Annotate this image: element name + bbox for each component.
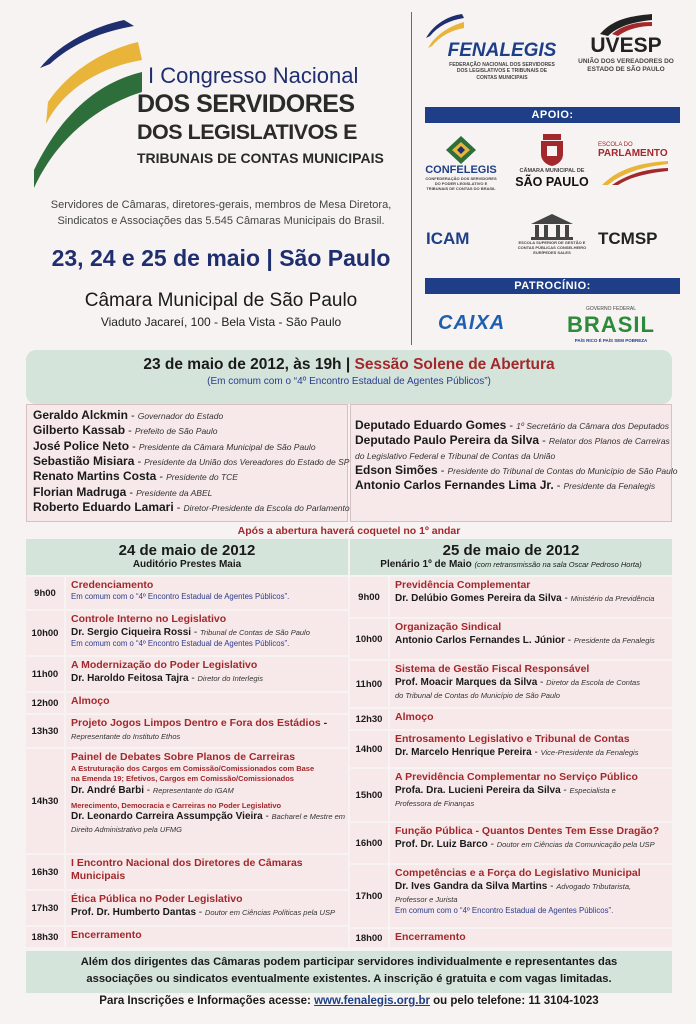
slot-title: Previdência Complementar [395, 579, 531, 591]
camara-coat-of-arms-icon [539, 134, 565, 166]
slot-speaker: Dr. Ives Gandra da Silva Martins - Advogado Tributarista, [395, 881, 632, 893]
audience-text: Servidores de Câmaras, diretores-gerais, membros de Mesa Diretora, Sindicatos e Associações das 5.545 Câmaras Municipais do Brasil. [50, 199, 392, 227]
guest-item: Roberto Eduardo Lamari - Diretor-Presidente da Escola do Parlamento [33, 500, 350, 515]
guests-right-panel [350, 404, 678, 522]
guest-item: Sebastião Misiara - Presidente da União dos Vereadores do Estado de SP [33, 454, 350, 469]
day25-header [350, 539, 672, 575]
schedule-slot [26, 927, 348, 947]
slot-title: Função Pública - Quantos Dentes Tem Esse Dragão? [395, 825, 660, 837]
event-address: Viaduto Jacareí, 100 - Bela Vista - São Paulo [100, 315, 342, 329]
guest-item: Antonio Carlos Fernandes Lima Jr. - Presidente da Fenalegis [355, 478, 656, 493]
slot-subtopic: na Emenda 19; Efetivos, Cargos em Comissão/Comissionados [71, 773, 294, 783]
slot-title: I Encontro Nacional dos Diretores de Câmaras [71, 857, 303, 869]
slot-speaker: Dr. Delúbio Gomes Pereira da Silva - Ministério da Previdência [395, 593, 655, 605]
schedule-slot [26, 657, 348, 691]
slot-speaker-role: do Tribunal de Contas do Município de São Paulo [395, 691, 560, 701]
slot-time: 9h00 [26, 577, 64, 609]
participation-line-2: associações ou sindicatos eventualmente existentes. A inscrição é gratuita e com vagas limitadas. [86, 972, 612, 985]
slot-time: 11h00 [26, 657, 64, 691]
tcmsp-name: TCMSP [598, 229, 658, 248]
slot-title: Ética Pública no Poder Legislativo [71, 893, 243, 905]
guest-item: Florian Madruga - Presidente da ABEL [33, 484, 213, 499]
camara-sub: CÂMARA MUNICIPAL DE [519, 168, 585, 174]
schedule-slot [350, 577, 672, 617]
schedule-slot [350, 619, 672, 659]
day25-date: 25 de maio de 2012 [442, 542, 580, 559]
caixa-name: CAIXA [438, 312, 506, 334]
day24-place: Auditório Prestes Maia [132, 559, 242, 570]
opening-sep: | [341, 356, 355, 373]
caixa-logo [438, 312, 534, 335]
camara-sp-logo [510, 134, 594, 189]
day25-place: Plenário 1º de Maio (com retransmissão na sala Oscar Pedroso Horta) [380, 559, 642, 570]
participation-note [26, 951, 672, 993]
slot-time: 16h00 [350, 823, 388, 863]
apoio-bar: APOIO: [425, 107, 680, 123]
slot-title: A Previdência Complementar no Serviço Público [395, 771, 638, 783]
slot-speaker: Antonio Carlos Fernandes L. Júnior - Presidente da Fenalegis [395, 635, 655, 647]
slot-speaker-role: Professor e Jurista [395, 895, 458, 905]
title-line-1: I Congresso Nacional [148, 63, 359, 88]
brasil-sub: PAÍS RICO É PAÍS SEM POBREZA [574, 338, 648, 343]
slot-title: Organização Sindical [395, 621, 502, 633]
brasil-name: BRASIL [567, 312, 655, 337]
fenalegis-name: FENALEGIS [447, 40, 557, 61]
icam-logo [426, 229, 496, 249]
contact-suffix: ou pelo telefone: 11 3104-1023 [429, 995, 599, 1007]
tcmsp-logo [598, 229, 680, 249]
slot-time: 12h00 [26, 693, 64, 713]
guest-item: Geraldo Alckmin - Governador do Estado [33, 408, 224, 422]
schedule-slot [26, 749, 348, 853]
brasil-top: GOVERNO FEDERAL [585, 306, 636, 312]
schedule-slot [350, 769, 672, 821]
day24-date: 24 de maio de 2012 [118, 542, 256, 559]
guest-item: Renato Martins Costa - Presidente do TCE [33, 469, 238, 484]
slot-time: 15h00 [350, 769, 388, 821]
slot-speaker-role: Direito Administrativo pela UFMG [71, 825, 183, 835]
schedule-slot [26, 611, 348, 655]
slot-speaker: Dr. Haroldo Feitosa Tajra - Diretor do Interlegis [71, 673, 263, 685]
schedule-slot [350, 661, 672, 707]
fenalegis-logo [424, 14, 564, 81]
guest-item: Deputado Paulo Pereira da Silva - Relator dos Planos de Carreiras [355, 433, 670, 448]
schedule-slot [26, 891, 348, 925]
uvesp-flag-icon [596, 14, 656, 36]
slot-speaker: Prof. Moacir Marques da Silva - Diretor da Escola de Contas [395, 677, 640, 689]
schedule-slot [350, 929, 672, 947]
slot-time: 18h30 [26, 927, 64, 947]
icam-name: ICAM [426, 229, 470, 248]
coquetel-note: Após a abertura haverá coquetel no 1º andar [237, 525, 461, 537]
slot-subtopic: A Estruturação dos Cargos em Comissão/Comissionados com Base [71, 764, 315, 774]
slot-title: Encerramento [71, 929, 142, 941]
schedule-slot [26, 693, 348, 713]
opening-session-header [26, 350, 672, 404]
slot-time: 14h30 [26, 749, 64, 853]
slot-title: Competências e a Força do Legislativo Municipal [395, 867, 641, 879]
congress-logo [26, 20, 144, 188]
slot-title: Painel de Debates Sobre Planos de Carreiras [71, 751, 296, 763]
event-venue: Câmara Municipal de São Paulo [84, 290, 358, 311]
ecg-sub: ESCOLA SUPERIOR DE GESTÃO E CONTAS PÚBLICAS CONSELHEIRO EURÍPEDES SALES [517, 240, 587, 255]
slot-time: 17h00 [350, 865, 388, 927]
schedule-slot [26, 577, 348, 609]
slot-subtopic: Merecimento, Democracia e Carreiras no Poder Legislativo [71, 800, 282, 810]
schedule-slot [350, 823, 672, 863]
schedule-slot [350, 731, 672, 767]
slot-title: Almoço [395, 711, 434, 723]
ecg-building-icon [527, 214, 577, 240]
slot-speaker-role: Professora de Finanças [395, 799, 475, 809]
slot-title: Credenciamento [71, 579, 154, 591]
slot-time: 13h30 [26, 715, 64, 747]
escola-small: ESCOLA DO [598, 142, 633, 148]
contact-prefix: Para Inscrições e Informações acesse: [99, 995, 315, 1007]
guests-left-panel [26, 404, 348, 522]
slot-time: 14h00 [350, 731, 388, 767]
slot-speaker: Representante do Instituto Ethos [71, 732, 181, 742]
contact-line [26, 995, 672, 1007]
slot-title: Entrosamento Legislativo e Tribunal de Contas [395, 733, 630, 745]
slot-title: Almoço [71, 695, 110, 707]
slot-speaker: Dr. Leonardo Carreira Assumpção Vieira - Bacharel e Mestre em [71, 811, 346, 823]
slot-note: Em comum com o “4º Encontro Estadual de Agentes Públicos”. [71, 639, 290, 649]
camara-name: SÃO PAULO [515, 174, 589, 189]
slot-title: Sistema de Gestão Fiscal Responsável [395, 663, 590, 675]
header-divider [411, 12, 412, 345]
title-line-2: DOS SERVIDORES [137, 90, 355, 118]
opening-title: Sessão Solene de Abertura [354, 356, 555, 373]
guest-item: Deputado Eduardo Gomes - 1º Secretário da Câmara dos Deputados [355, 418, 670, 432]
participation-line-1: Além dos dirigentes das Câmaras podem participar servidores individualmente e representantes das [80, 956, 618, 968]
confelegis-emblem-icon [446, 136, 476, 164]
opening-date: 23 de maio de 2012, às 19h [143, 356, 342, 373]
uvesp-sub: UNIÃO DOS VEREADORES DO ESTADO DE SÃO PAULO [578, 58, 674, 74]
escola-parlamento-logo [598, 142, 680, 189]
slot-speaker: Prof. Dr. Luiz Barco - Doutor em Ciências da Comunicação pela USP [395, 839, 655, 851]
escola-name: PARLAMENTO [598, 148, 668, 159]
slot-time: 11h00 [350, 661, 388, 707]
opening-note: (Em comum com o “4º Encontro Estadual de Agentes Públicos”) [207, 376, 491, 387]
guest-item: Gilberto Kassab - Prefeito de São Paulo [33, 423, 218, 438]
fenalegis-sub: FEDERAÇÃO NACIONAL DOS SERVIDORES DOS LEGISLATIVOS E TRIBUNAIS DE CONTAS MUNICIPAIS [449, 62, 555, 81]
event-dates: 23, 24 e 25 de maio | São Paulo [51, 245, 391, 271]
slot-time: 10h00 [26, 611, 64, 655]
guest-item: Edson Simões - Presidente do Tribunal de Contas do Município de São Paulo [355, 462, 678, 477]
slot-time: 10h00 [350, 619, 388, 659]
guest-item: do Legislativo Federal e Tribunal de Contas da União [355, 450, 556, 461]
website-link[interactable]: www.fenalegis.org.br [314, 995, 430, 1007]
slot-speaker: Prof. Dr. Humberto Dantas - Doutor em Ciências Políticas pela USP [71, 907, 335, 919]
slot-time: 12h30 [350, 709, 388, 729]
slot-time: 16h30 [26, 855, 64, 889]
escola-swoosh-icon [598, 159, 668, 185]
schedule-slot [350, 865, 672, 927]
slot-speaker: Dr. Marcelo Henrique Pereira - Vice-Presidente da Fenalegis [395, 747, 639, 759]
confelegis-sub: CONFEDERAÇÃO DOS SERVIDORES DO PODER LEGISLATIVO E TRIBUNAIS DE CONTAS DO BRASIL [425, 176, 497, 191]
uvesp-name: UVESP [590, 34, 662, 57]
slot-title: Municipais [71, 870, 126, 883]
schedule-slot [26, 715, 348, 747]
confelegis-logo [424, 136, 498, 191]
title-line-4: TRIBUNAIS DE CONTAS MUNICIPAIS [137, 150, 384, 166]
slot-speaker: Profa. Dra. Lucieni Pereira da Silva - Especialista e [395, 785, 616, 797]
confelegis-name: CONFELEGIS [425, 164, 497, 176]
slot-title: Encerramento [395, 931, 466, 943]
governo-brasil-logo [562, 306, 660, 344]
slot-title: A Modernização do Poder Legislativo [71, 659, 258, 671]
schedule-slot [26, 855, 348, 889]
ecg-logo [510, 214, 594, 255]
slot-title: Projeto Jogos Limpos Dentro e Fora dos Estádios - [71, 717, 331, 729]
slot-speaker: Dr. Sergio Ciqueira Rossi - Tribunal de Contas de São Paulo [71, 627, 310, 639]
fenalegis-swoosh-icon [424, 14, 464, 50]
slot-time: 18h00 [350, 929, 388, 947]
day24-header [26, 539, 348, 575]
title-line-3: DOS LEGISLATIVOS E [137, 120, 357, 144]
slot-title: Controle Interno no Legislativo [71, 613, 227, 625]
schedule-slot [350, 709, 672, 729]
guest-item: José Police Neto - Presidente da Câmara Municipal de São Paulo [33, 438, 316, 453]
slot-note: Em comum com o “4º Encontro Estadual de Agentes Públicos”. [395, 906, 614, 916]
slot-time: 17h30 [26, 891, 64, 925]
slot-speaker: Dr. André Barbi - Representante do IGAM [71, 784, 234, 796]
patrocinio-bar: PATROCÍNIO: [425, 278, 680, 294]
uvesp-logo [574, 14, 678, 74]
slot-time: 9h00 [350, 577, 388, 617]
slot-note: Em comum com o “4º Encontro Estadual de Agentes Públicos”. [71, 592, 290, 602]
